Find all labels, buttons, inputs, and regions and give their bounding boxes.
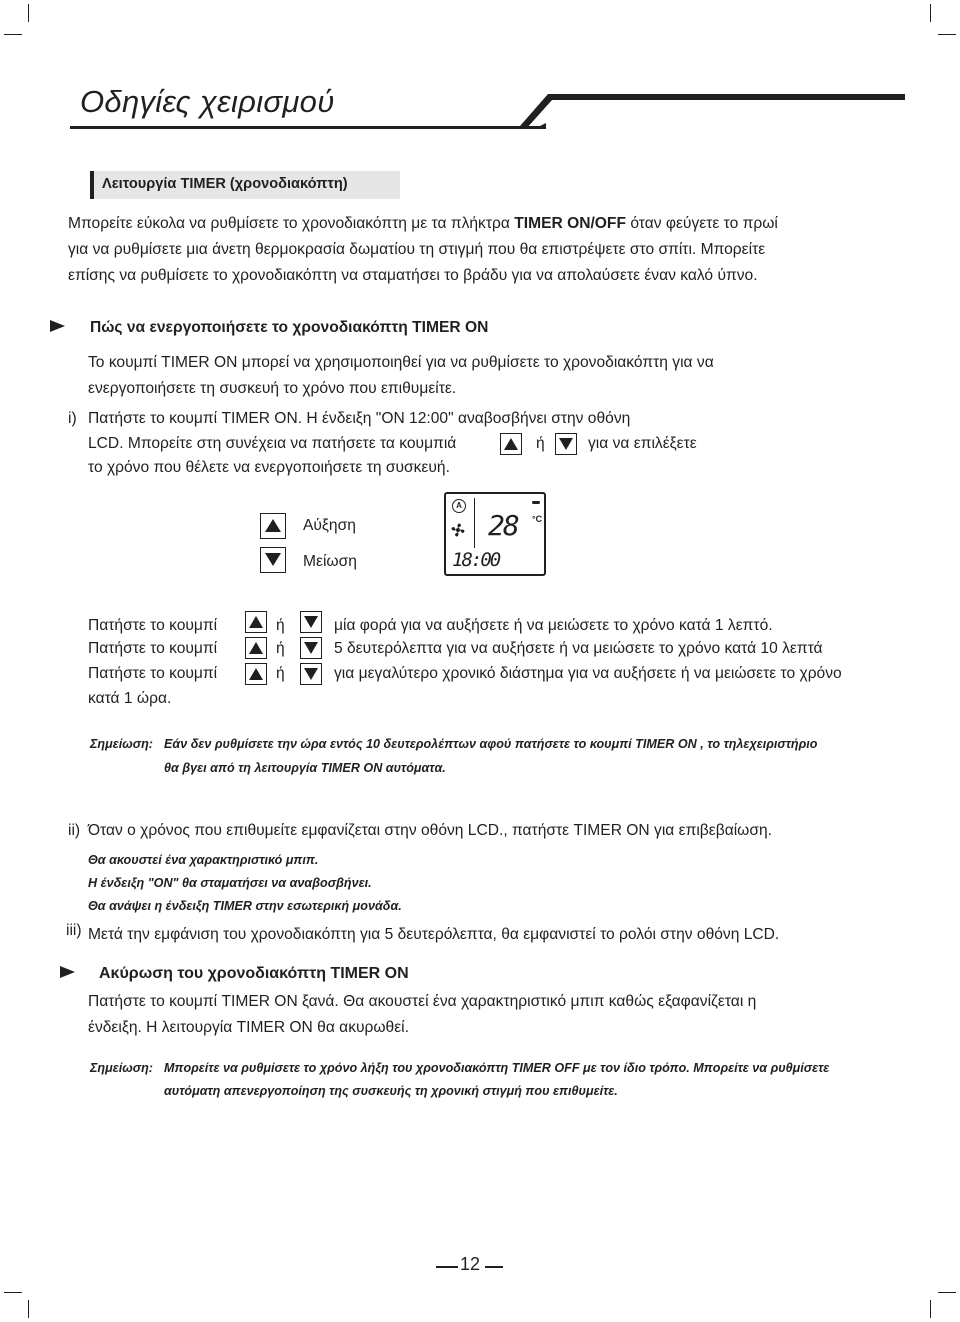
crop-mark <box>930 4 931 22</box>
crop-mark <box>938 34 956 35</box>
step1-line1: Πατήστε το κουμπί TIMER ON. Η ένδειξη "ON 12:00" αναβοσβήνει στην οθόνη <box>88 410 631 427</box>
lcd-temperature: 28 <box>488 509 518 542</box>
down-button[interactable] <box>300 663 322 685</box>
legend-up-label: Αύξηση <box>303 517 356 534</box>
up-button[interactable] <box>500 433 522 455</box>
arrow-bullet-icon <box>50 320 66 332</box>
up-button[interactable] <box>245 637 267 659</box>
lcd-unit: °C <box>532 514 543 524</box>
press-row-label: Πατήστε το κουμπί <box>88 640 218 657</box>
lcd-divider <box>474 498 475 548</box>
press-row-label: Πατήστε το κουμπί <box>88 665 218 682</box>
legend-down-label: Μείωση <box>303 553 357 570</box>
or-text: ή <box>276 665 285 682</box>
signal-icon <box>532 501 540 504</box>
or-text: ή <box>276 617 285 634</box>
press-row-label: Πατήστε το κουμπί <box>88 617 218 634</box>
down-triangle-icon <box>303 614 319 630</box>
note-line: Μπορείτε να ρυθμίσετε το χρόνο λήξη του χρονοδιακόπτη TIMER OFF με τον ίδιο τρόπο. Μπορείτε να ρυθμίσετε <box>164 1061 830 1075</box>
step1-line3: το χρόνο που θέλετε να ενεργοποιήσετε τη συσκευή. <box>88 459 450 476</box>
crop-mark <box>28 1300 29 1318</box>
crop-mark <box>930 1300 931 1318</box>
fan-icon <box>450 522 466 538</box>
press-row-text: 5 δευτερόλεπτα για να αυξήσετε ή να μειώσετε το χρόνο κατά 10 λεπτά <box>334 640 823 657</box>
step1-line2a: LCD. Μπορείτε στη συνέχεια να πατήσετε τα κουμπιά <box>88 435 457 452</box>
note-line: Εάν δεν ρυθμίσετε την ώρα εντός 10 δευτερολέπτων αφού πατήσετε το κουμπί TIMER ON , το τηλεχειριστήριο <box>164 737 818 751</box>
up-triangle-icon <box>248 614 264 630</box>
note-label: Σημείωση: <box>90 1061 153 1075</box>
down-button[interactable] <box>555 433 577 455</box>
cancel-heading: Ακύρωση του χρονοδιακόπτη TIMER ON <box>99 965 409 982</box>
section-header: Λειτουργία TIMER (χρονοδιακόπτη) <box>102 176 348 192</box>
press-row-continuation: κατά 1 ώρα. <box>88 690 172 707</box>
up-button[interactable] <box>245 611 267 633</box>
step1-line2b: για να επιλέξετε <box>588 435 697 452</box>
lcd-time: 18:00 <box>452 549 500 571</box>
crop-mark <box>4 1292 22 1293</box>
up-button[interactable] <box>245 663 267 685</box>
arrow-bullet-icon <box>60 966 76 978</box>
section-header-box <box>90 171 400 199</box>
or-text: ή <box>276 640 285 657</box>
note-label: Σημείωση: <box>90 737 153 751</box>
press-row-text: μία φορά για να αυξήσετε ή να μειώσετε το χρόνο κατά 1 λεπτό. <box>334 617 773 634</box>
step-marker: ii) <box>68 822 81 839</box>
page-number-rule <box>436 1266 458 1268</box>
step-marker: iii) <box>66 922 82 939</box>
page-title: Οδηγίες χειρισμού <box>80 84 335 119</box>
note-line: αυτόματη απενεργοποίηση της συσκευής τη χρονική στιγμή που επιθυμείτε. <box>164 1084 618 1098</box>
down-button[interactable] <box>300 611 322 633</box>
activate-heading: Πώς να ενεργοποιήσετε το χρονοδιακόπτη TIMER ON <box>90 319 489 336</box>
header-rule <box>70 88 905 133</box>
press-row-text: για μεγαλύτερο χρονικό διάστημα για να αυξήσετε ή να μειώσετε το χρόνο <box>334 665 842 682</box>
note-line: θα βγει από τη λειτουργία TIMER ON αυτόματα. <box>164 761 446 775</box>
intro-paragraph: Μπορείτε εύκολα να ρυθμίσετε το χρονοδιακόπτη με τα πλήκτρα TIMER ON/OFF όταν φεύγετε το πρωί για να ρυθμίσετε μια άνετη θερμοκρασία δωματίου τη στιγμή που θα επιστρέψετε στο σπίτι. Μπορείτε επίσης να ρυθμίσετε το χρονοδιακόπτη να σταματήσει το βράδυ για να απολαύσετε έναν καλό ύπνο. <box>68 215 778 284</box>
activate-description: Το κουμπί TIMER ON μπορεί να χρησιμοποιηθεί για να ρυθμίσετε το χρονοδιακόπτη για να ενεργοποιήσετε τη συσκευή το χρόνο που επιθυμείτε. <box>88 354 714 397</box>
step2-notes: Θα ακουστεί ένα χαρακτηριστικό μπιπ. Η ένδειξη "ON" θα σταματήσει να αναβοσβήνει. Θα ανάψει η ένδειξη TIMER στην εσωτερική μονάδα. <box>88 853 402 913</box>
page-number: 12 <box>460 1254 481 1274</box>
down-triangle-icon <box>303 640 319 656</box>
lcd-display <box>444 492 546 576</box>
step-marker: i) <box>68 410 77 427</box>
up-triangle-icon <box>503 436 519 452</box>
mode-auto-icon: A <box>452 499 466 513</box>
crop-mark <box>938 1292 956 1293</box>
up-triangle-icon <box>248 640 264 656</box>
up-triangle-icon <box>248 666 264 682</box>
step2-text: Όταν ο χρόνος που επιθυμείτε εμφανίζεται στην οθόνη LCD., πατήστε TIMER ON για επιβεβαίωση. <box>88 822 772 839</box>
or-text: ή <box>536 435 545 452</box>
up-button[interactable] <box>260 513 286 539</box>
page-number-rule <box>485 1266 503 1268</box>
down-button[interactable] <box>300 637 322 659</box>
down-button[interactable] <box>260 547 286 573</box>
step3-text: Μετά την εμφάνιση του χρονοδιακόπτη για 5 δευτερόλεπτα, θα εμφανιστεί το ρολόι στην οθόνη LCD. <box>88 926 780 943</box>
down-triangle-icon <box>303 666 319 682</box>
crop-mark <box>28 4 29 22</box>
down-triangle-icon <box>263 550 283 570</box>
down-triangle-icon <box>558 436 574 452</box>
crop-mark <box>4 34 22 35</box>
up-triangle-icon <box>263 516 283 536</box>
cancel-description: Πατήστε το κουμπί TIMER ON ξανά. Θα ακουστεί ένα χαρακτηριστικό μπιπ καθώς εξαφανίζεται η ένδειξη. Η λειτουργία TIMER ON θα ακυρωθεί. <box>88 993 757 1036</box>
